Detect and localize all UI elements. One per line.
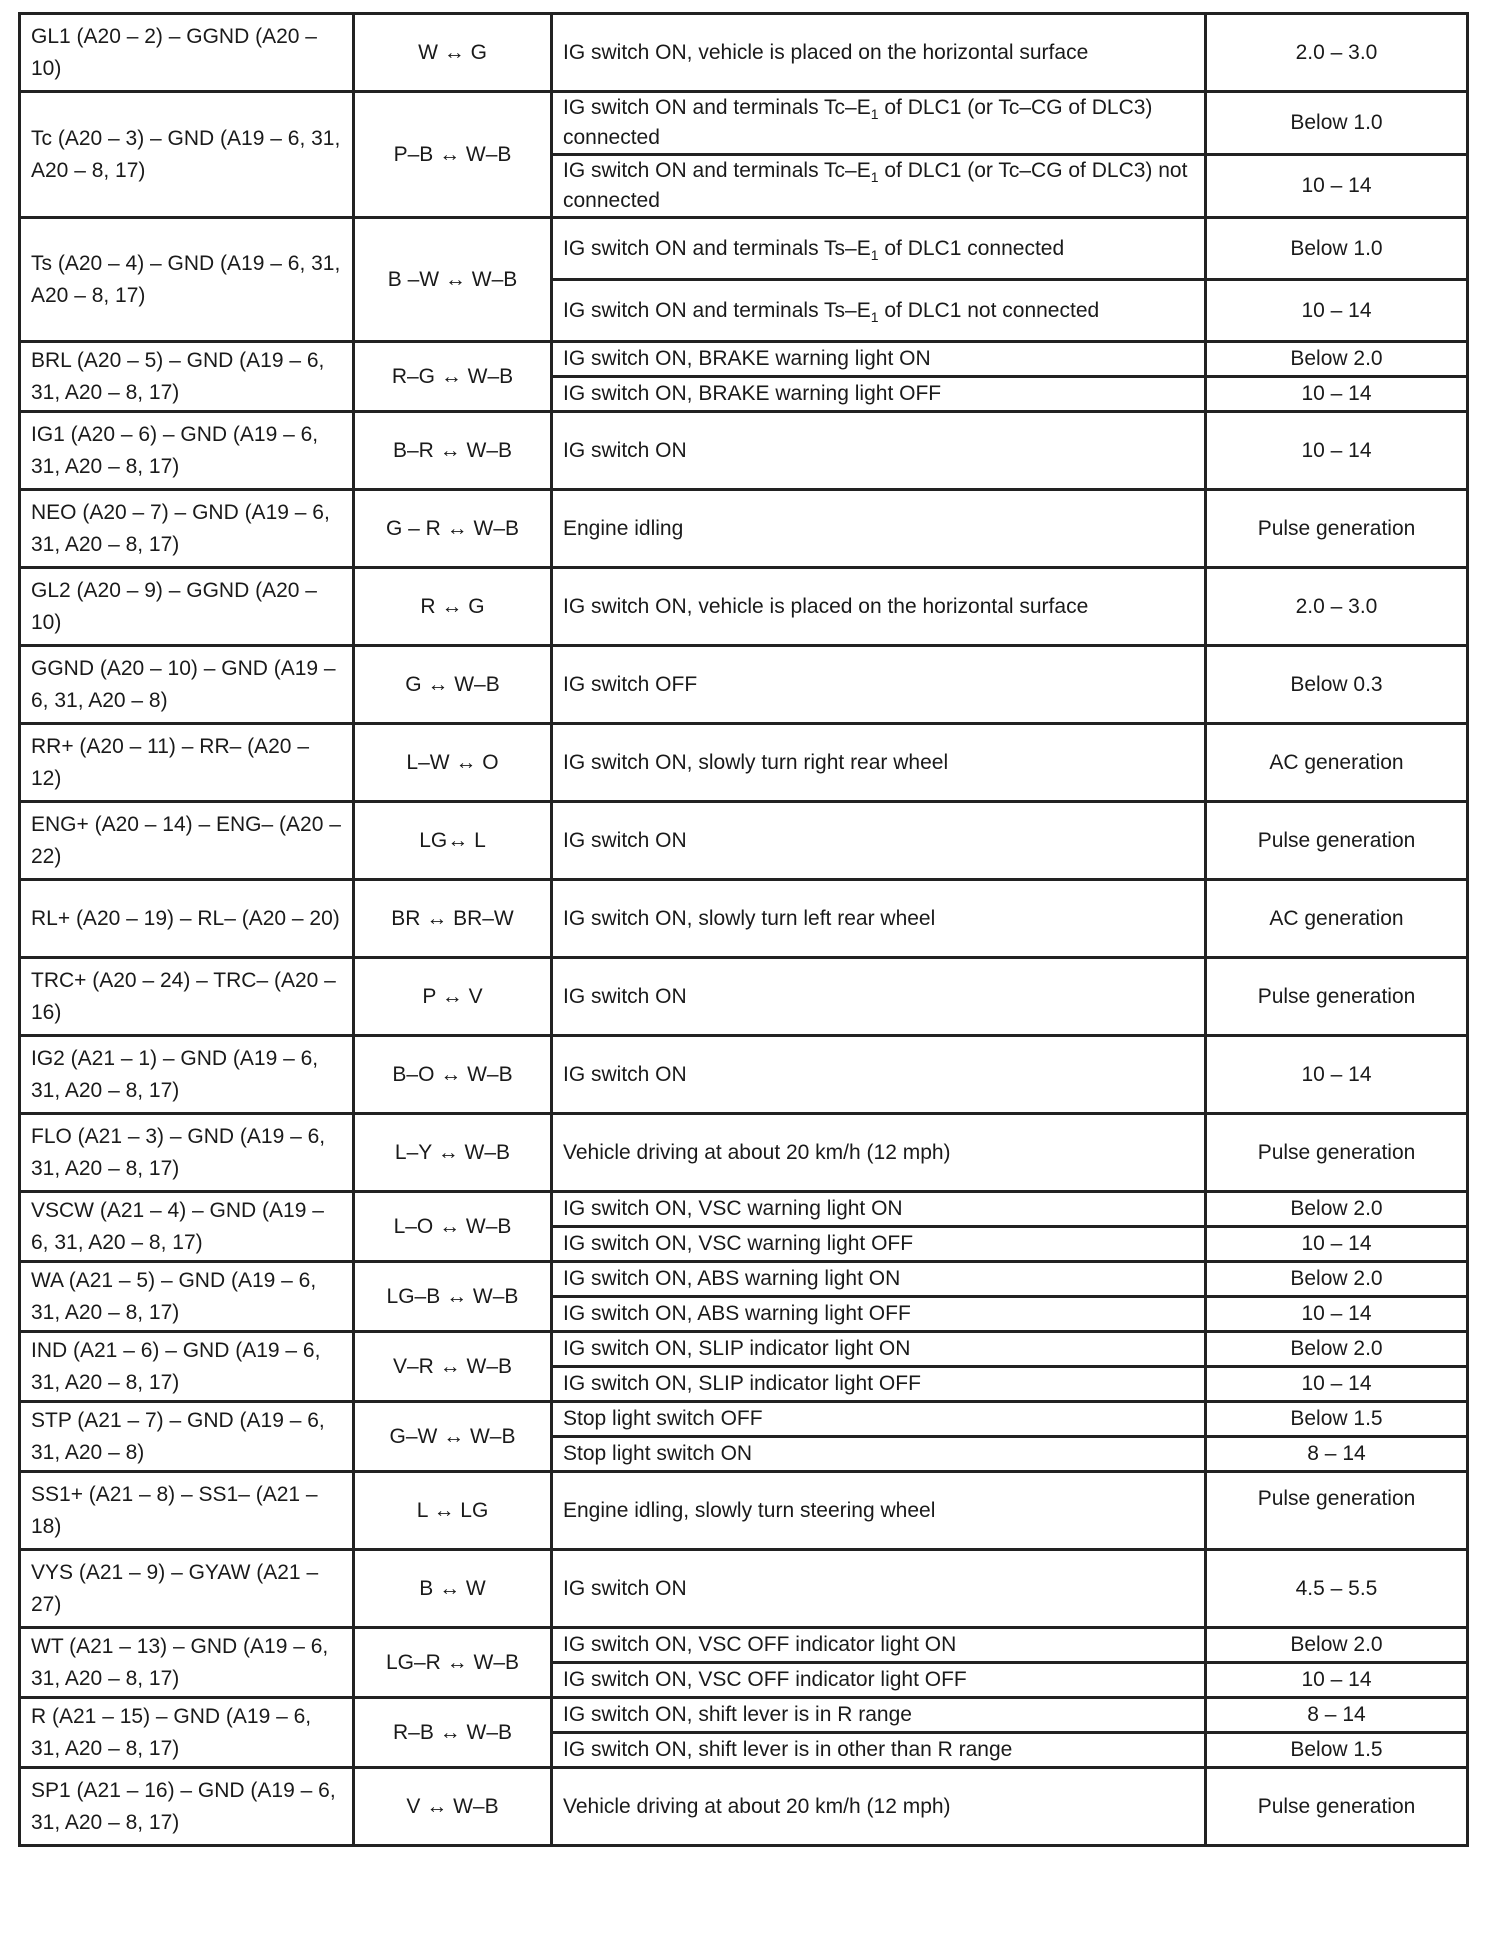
specified-condition-cell: 8 – 14	[1206, 1437, 1468, 1472]
table-row	[20, 1402, 1468, 1437]
wiring-color-cell: G–W ↔ W–B	[354, 1402, 552, 1472]
specified-condition-cell: Below 1.5	[1206, 1733, 1468, 1768]
specified-condition-cell: 2.0 – 3.0	[1206, 14, 1468, 92]
wiring-color-cell: B ↔ W	[354, 1550, 552, 1628]
condition-text: of DLC1 (or Tc–CG of DLC3) not connected	[563, 159, 1188, 212]
terminal-cell: VSCW (A21 – 4) – GND (A19 – 6, 31, A20 – 8, 17)	[20, 1192, 354, 1262]
condition-cell: IG switch ON, SLIP indicator light OFF	[552, 1367, 1206, 1402]
condition-cell: IG switch ON, ABS warning light OFF	[552, 1297, 1206, 1332]
specified-condition-cell: Below 1.0	[1206, 218, 1468, 280]
condition-cell: IG switch ON, slowly turn left rear wheel	[552, 880, 1206, 958]
specified-condition-cell: Below 2.0	[1206, 1332, 1468, 1367]
condition-text: of DLC1 connected	[878, 236, 1065, 260]
specified-condition-cell: 10 – 14	[1206, 1367, 1468, 1402]
condition-cell: IG switch ON, VSC OFF indicator light OFF	[552, 1663, 1206, 1698]
table-row	[20, 1036, 1468, 1114]
condition-cell: IG switch ON, VSC OFF indicator light ON	[552, 1628, 1206, 1663]
terminal-spec-table	[18, 12, 1469, 1847]
specified-condition-cell: 10 – 14	[1206, 1297, 1468, 1332]
wiring-color-cell: LG–R ↔ W–B	[354, 1628, 552, 1698]
table-row	[20, 1262, 1468, 1297]
condition-subscript: 1	[870, 246, 879, 263]
condition-text: of DLC1 (or Tc–CG of DLC3) connected	[563, 96, 1153, 149]
condition-cell: IG switch ON, shift lever is in other than R range	[552, 1733, 1206, 1768]
table-row	[20, 568, 1468, 646]
table-row	[20, 342, 1468, 377]
specified-condition-cell: 10 – 14	[1206, 1227, 1468, 1262]
table-row	[20, 1332, 1468, 1367]
condition-cell: Stop light switch OFF	[552, 1402, 1206, 1437]
condition-cell	[552, 280, 1206, 342]
wiring-color-cell: V ↔ W–B	[354, 1768, 552, 1846]
wiring-color-cell: L–W ↔ O	[354, 724, 552, 802]
terminal-cell: R (A21 – 15) – GND (A19 – 6, 31, A20 – 8, 17)	[20, 1698, 354, 1768]
specified-condition-cell: Below 1.5	[1206, 1402, 1468, 1437]
condition-cell: Stop light switch ON	[552, 1437, 1206, 1472]
table-row	[20, 14, 1468, 92]
table-row	[20, 958, 1468, 1036]
specified-condition-cell: Below 0.3	[1206, 646, 1468, 724]
wiring-color-cell: LG↔ L	[354, 802, 552, 880]
specified-condition-cell: 10 – 14	[1206, 1036, 1468, 1114]
condition-text: IG switch ON and terminals Ts–E	[563, 298, 871, 322]
condition-cell: IG switch ON, BRAKE warning light OFF	[552, 377, 1206, 412]
terminal-cell: IG1 (A20 – 6) – GND (A19 – 6, 31, A20 – 8, 17)	[20, 412, 354, 490]
wiring-color-cell: B –W ↔ W–B	[354, 218, 552, 342]
terminal-cell: STP (A21 – 7) – GND (A19 – 6, 31, A20 – 8)	[20, 1402, 354, 1472]
condition-cell: IG switch ON, ABS warning light ON	[552, 1262, 1206, 1297]
terminal-cell: NEO (A20 – 7) – GND (A19 – 6, 31, A20 – 8, 17)	[20, 490, 354, 568]
terminal-cell: RR+ (A20 – 11) – RR– (A20 – 12)	[20, 724, 354, 802]
terminal-cell: FLO (A21 – 3) – GND (A19 – 6, 31, A20 – 8, 17)	[20, 1114, 354, 1192]
table-row	[20, 92, 1468, 155]
condition-subscript: 1	[870, 106, 879, 123]
specified-condition-cell: Below 2.0	[1206, 342, 1468, 377]
condition-text: IG switch ON and terminals Tc–E	[563, 96, 871, 119]
terminal-cell: GL1 (A20 – 2) – GGND (A20 – 10)	[20, 14, 354, 92]
condition-cell: IG switch ON	[552, 1036, 1206, 1114]
table-body	[20, 14, 1468, 1846]
specified-condition-cell: Pulse generation	[1206, 802, 1468, 880]
specified-condition-cell: AC generation	[1206, 880, 1468, 958]
specified-condition-cell: 8 – 14	[1206, 1698, 1468, 1733]
terminal-cell: BRL (A20 – 5) – GND (A19 – 6, 31, A20 – 8, 17)	[20, 342, 354, 412]
specified-condition-cell: 10 – 14	[1206, 280, 1468, 342]
condition-text: IG switch ON and terminals Tc–E	[563, 159, 871, 182]
wiring-color-cell: B–O ↔ W–B	[354, 1036, 552, 1114]
terminal-cell: GGND (A20 – 10) – GND (A19 – 6, 31, A20 – 8)	[20, 646, 354, 724]
condition-cell: IG switch ON	[552, 412, 1206, 490]
specified-condition-cell: AC generation	[1206, 724, 1468, 802]
condition-cell	[552, 218, 1206, 280]
condition-cell: IG switch ON, shift lever is in R range	[552, 1698, 1206, 1733]
wiring-color-cell: P–B ↔ W–B	[354, 92, 552, 218]
table-row	[20, 646, 1468, 724]
specified-condition-cell: Pulse generation	[1206, 490, 1468, 568]
specified-condition-cell: Below 2.0	[1206, 1192, 1468, 1227]
condition-cell: IG switch ON, slowly turn right rear wheel	[552, 724, 1206, 802]
specified-condition-cell: 10 – 14	[1206, 155, 1468, 218]
table-row	[20, 724, 1468, 802]
table-row	[20, 218, 1468, 280]
specified-condition-cell: Below 2.0	[1206, 1628, 1468, 1663]
specified-condition-cell: Pulse generation	[1206, 958, 1468, 1036]
table-row	[20, 880, 1468, 958]
condition-cell: IG switch ON	[552, 802, 1206, 880]
table-row	[20, 1628, 1468, 1663]
specified-condition-cell: 10 – 14	[1206, 412, 1468, 490]
wiring-color-cell: B–R ↔ W–B	[354, 412, 552, 490]
terminal-cell: GL2 (A20 – 9) – GGND (A20 – 10)	[20, 568, 354, 646]
wiring-color-cell: L–O ↔ W–B	[354, 1192, 552, 1262]
terminal-cell: SP1 (A21 – 16) – GND (A19 – 6, 31, A20 – 8, 17)	[20, 1768, 354, 1846]
condition-cell: IG switch ON, VSC warning light ON	[552, 1192, 1206, 1227]
wiring-color-cell: V–R ↔ W–B	[354, 1332, 552, 1402]
wiring-color-cell: W ↔ G	[354, 14, 552, 92]
terminal-cell: TRC+ (A20 – 24) – TRC– (A20 – 16)	[20, 958, 354, 1036]
table-row	[20, 490, 1468, 568]
condition-cell: IG switch ON, SLIP indicator light ON	[552, 1332, 1206, 1367]
wiring-color-cell: R–G ↔ W–B	[354, 342, 552, 412]
condition-text: IG switch ON and terminals Ts–E	[563, 236, 871, 260]
wiring-color-cell: G ↔ W–B	[354, 646, 552, 724]
wiring-color-cell: R ↔ G	[354, 568, 552, 646]
table-row	[20, 1768, 1468, 1846]
condition-cell: IG switch ON	[552, 958, 1206, 1036]
specified-condition-cell: Pulse generation	[1206, 1114, 1468, 1192]
condition-cell	[552, 155, 1206, 218]
condition-cell: IG switch OFF	[552, 646, 1206, 724]
terminal-cell: WA (A21 – 5) – GND (A19 – 6, 31, A20 – 8, 17)	[20, 1262, 354, 1332]
wiring-color-cell: G – R ↔ W–B	[354, 490, 552, 568]
specified-condition-cell: Below 1.0	[1206, 92, 1468, 155]
condition-subscript: 1	[870, 169, 879, 186]
condition-text: of DLC1 not connected	[878, 298, 1100, 322]
wiring-color-cell: L ↔ LG	[354, 1472, 552, 1550]
terminal-cell: IND (A21 – 6) – GND (A19 – 6, 31, A20 – 8, 17)	[20, 1332, 354, 1402]
condition-cell: Vehicle driving at about 20 km/h (12 mph)	[552, 1768, 1206, 1846]
condition-cell: Vehicle driving at about 20 km/h (12 mph)	[552, 1114, 1206, 1192]
terminal-cell: Ts (A20 – 4) – GND (A19 – 6, 31, A20 – 8, 17)	[20, 218, 354, 342]
table-row	[20, 802, 1468, 880]
specified-condition-cell: Below 2.0	[1206, 1262, 1468, 1297]
terminal-cell: VYS (A21 – 9) – GYAW (A21 – 27)	[20, 1550, 354, 1628]
terminal-cell: RL+ (A20 – 19) – RL– (A20 – 20)	[20, 880, 354, 958]
wiring-color-cell: BR ↔ BR–W	[354, 880, 552, 958]
condition-cell	[552, 92, 1206, 155]
condition-cell: Engine idling, slowly turn steering wheel	[552, 1472, 1206, 1550]
specified-condition-cell: 10 – 14	[1206, 1663, 1468, 1698]
condition-cell: IG switch ON	[552, 1550, 1206, 1628]
terminal-cell: WT (A21 – 13) – GND (A19 – 6, 31, A20 – 8, 17)	[20, 1628, 354, 1698]
wiring-color-cell: LG–B ↔ W–B	[354, 1262, 552, 1332]
specified-condition-cell: 2.0 – 3.0	[1206, 568, 1468, 646]
terminal-cell: ENG+ (A20 – 14) – ENG– (A20 – 22)	[20, 802, 354, 880]
specified-condition-cell: 4.5 – 5.5	[1206, 1550, 1468, 1628]
table-row	[20, 1472, 1468, 1550]
specified-condition-cell: Pulse generation	[1206, 1768, 1468, 1846]
wiring-color-cell: L–Y ↔ W–B	[354, 1114, 552, 1192]
table-row	[20, 1550, 1468, 1628]
condition-cell: IG switch ON, BRAKE warning light ON	[552, 342, 1206, 377]
table-row	[20, 412, 1468, 490]
wiring-color-cell: P ↔ V	[354, 958, 552, 1036]
terminal-cell: Tc (A20 – 3) – GND (A19 – 6, 31, A20 – 8, 17)	[20, 92, 354, 218]
table-row	[20, 1698, 1468, 1733]
table-row	[20, 1192, 1468, 1227]
condition-cell: IG switch ON, vehicle is placed on the horizontal surface	[552, 14, 1206, 92]
condition-cell: Engine idling	[552, 490, 1206, 568]
condition-subscript: 1	[870, 308, 879, 325]
terminal-cell: IG2 (A21 – 1) – GND (A19 – 6, 31, A20 – 8, 17)	[20, 1036, 354, 1114]
wiring-color-cell: R–B ↔ W–B	[354, 1698, 552, 1768]
specified-condition-cell: 10 – 14	[1206, 377, 1468, 412]
specified-condition-cell: Pulse generation	[1206, 1472, 1468, 1550]
table-row	[20, 1114, 1468, 1192]
condition-cell: IG switch ON, vehicle is placed on the horizontal surface	[552, 568, 1206, 646]
condition-cell: IG switch ON, VSC warning light OFF	[552, 1227, 1206, 1262]
terminal-cell: SS1+ (A21 – 8) – SS1– (A21 – 18)	[20, 1472, 354, 1550]
